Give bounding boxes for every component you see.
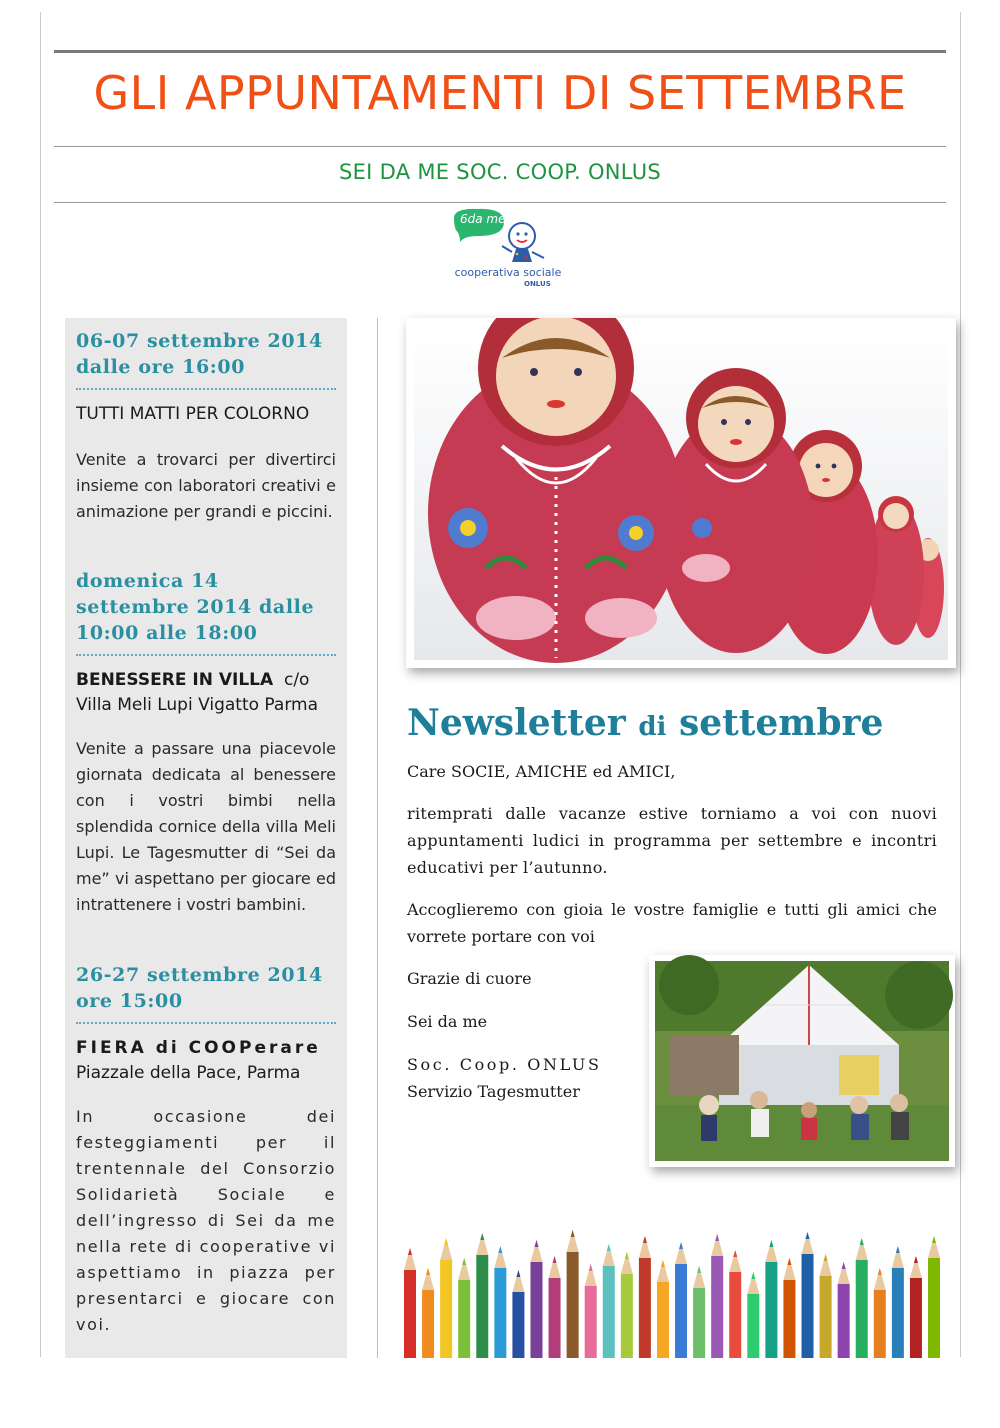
pencil-icon xyxy=(892,1246,904,1358)
pencil-icon xyxy=(729,1250,741,1358)
event-3 xyxy=(76,962,336,1338)
pencil-icon xyxy=(404,1248,416,1358)
newsletter-title xyxy=(407,702,883,744)
pencil-icon xyxy=(621,1252,633,1358)
cooperative-logo xyxy=(448,206,568,290)
pencil-icon xyxy=(675,1242,687,1358)
page-edge-left xyxy=(40,12,41,1357)
event-location: c/o Villa Meli Lupi Vigatto Parma xyxy=(76,670,318,715)
pencil-icon xyxy=(820,1254,832,1358)
pencil-icon xyxy=(549,1256,561,1358)
pencil-icon xyxy=(422,1268,434,1358)
top-rule xyxy=(54,50,946,53)
organization-service: Servizio Tagesmutter xyxy=(407,1082,580,1101)
logo-line-1: cooperativa sociale xyxy=(454,266,562,279)
pencil-icon xyxy=(874,1268,886,1358)
event-description: Venite a trovarci per divertirci insieme con laboratori creativi e animazione per grandi e piccini. xyxy=(76,450,336,521)
newsletter-paragraph-1: ritemprati dalle vacanze estive torniamo a voi con nuovi appuntamenti ludici in programma per settembre e incontri educativi per l’autunno. xyxy=(407,804,937,877)
pencil-icon xyxy=(530,1240,542,1358)
event-date: 26-27 settembre 2014 ore 15:00 xyxy=(76,964,323,1012)
event-description: In occasione dei festeggiamenti per il trentennale del Consorzio Solidarietà Sociale e dell’ingresso di Sei da me nella rete di cooperative vi aspettiamo in piazza per presentarci e giocare con voi. xyxy=(76,1107,336,1334)
newsletter-organization xyxy=(407,1051,623,1105)
pencil-icon xyxy=(928,1236,940,1358)
pencil-icon xyxy=(458,1258,470,1358)
pencil-icon xyxy=(802,1232,814,1358)
logo-bubble-text: 6da me! xyxy=(460,212,511,226)
matryoshka-photo xyxy=(406,318,956,668)
colored-pencils-image xyxy=(404,1228,940,1358)
event-date: 06-07 settembre 2014 dalle ore 16:00 xyxy=(76,330,323,378)
newsletter-title-word-3: settembre xyxy=(678,702,884,744)
pencil-icon xyxy=(711,1234,723,1358)
pencil-icon xyxy=(639,1236,651,1358)
newsletter-thanks: Grazie di cuore xyxy=(407,969,532,988)
newsletter-greeting: Care SOCIE, AMICHE ed AMICI, xyxy=(407,762,676,781)
newsletter-paragraph-2: Accoglieremo con gioia le vostre famiglie e tutti gli amici che vorrete portare con voi xyxy=(407,900,937,946)
pencil-icon xyxy=(838,1262,850,1358)
pencil-icon xyxy=(693,1266,705,1358)
event-title-block xyxy=(76,1036,336,1086)
pencil-icon xyxy=(476,1233,488,1358)
fair-photo xyxy=(649,955,955,1167)
page-edge-right xyxy=(960,12,961,1357)
pencil-icon xyxy=(783,1258,795,1358)
pencil-icon xyxy=(440,1238,452,1358)
pencil-icon xyxy=(512,1270,524,1358)
pencil-icon xyxy=(910,1256,922,1358)
logo-mascot-icon xyxy=(448,206,568,268)
event-description: Venite a passare una piacevole giornata dedicata al benessere con i vostri bimbi nella splendida cornice della villa Meli Lupi. Le Tagesmutter di “Sei da me” vi aspettano per giocare ed intrattenere i vostri bambini. xyxy=(76,739,336,914)
logo-line-2: ONLUS xyxy=(524,280,551,288)
dotted-divider xyxy=(76,654,336,656)
divider xyxy=(54,202,946,203)
event-2 xyxy=(76,568,336,918)
dotted-divider xyxy=(76,388,336,390)
page-subtitle: SEI DA ME SOC. COOP. ONLUS xyxy=(338,160,662,184)
page-title: GLI APPUNTAMENTI DI SETTEMBRE xyxy=(93,66,907,120)
newsletter-title-word-1: Newsletter xyxy=(407,702,626,744)
pencil-icon xyxy=(747,1272,759,1358)
pencil-icon xyxy=(603,1244,615,1358)
event-title: BENESSERE IN VILLA xyxy=(76,670,274,690)
pencil-icon xyxy=(567,1230,579,1358)
divider xyxy=(54,146,946,147)
event-location: Piazzale della Pace, Parma xyxy=(76,1063,301,1083)
event-title: TUTTI MATTI PER COLORNO xyxy=(76,404,310,424)
dotted-divider xyxy=(76,1022,336,1024)
pencil-icon xyxy=(657,1260,669,1358)
organization-name: Soc. Coop. ONLUS xyxy=(407,1055,602,1074)
column-divider xyxy=(377,318,378,1358)
pencil-icon xyxy=(585,1264,597,1358)
pencil-icon xyxy=(494,1246,506,1358)
event-title-block xyxy=(76,668,336,718)
newsletter-title-word-2: di xyxy=(638,712,667,742)
event-1 xyxy=(76,328,336,525)
event-date: domenica 14 settembre 2014 dalle 10:00 alle 18:00 xyxy=(76,570,315,644)
event-title: FIERA di COOPerare xyxy=(76,1038,321,1058)
newsletter-signature: Sei da me xyxy=(407,1012,488,1031)
pencil-icon xyxy=(856,1238,868,1358)
pencil-icon xyxy=(765,1240,777,1358)
